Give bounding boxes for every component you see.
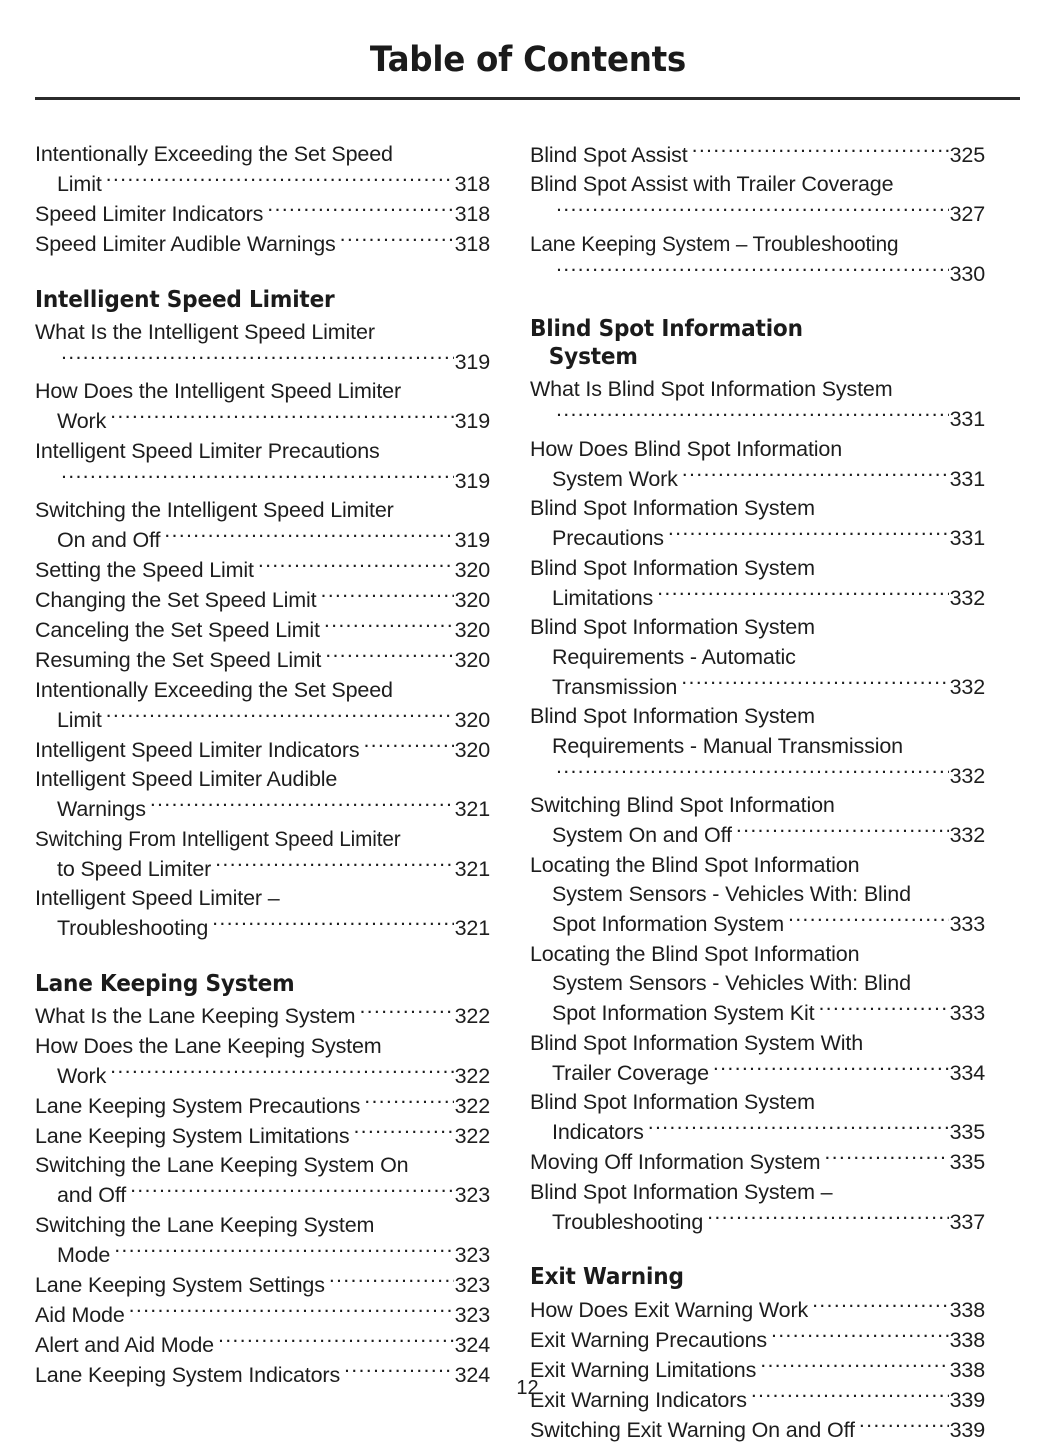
toc-entry-line xyxy=(530,140,985,170)
page-number: 12 xyxy=(516,1377,539,1399)
toc-entry-title: Transmission xyxy=(552,674,678,699)
dot-leader xyxy=(668,524,949,546)
toc-page-number: 323 xyxy=(454,1242,490,1267)
section-heading xyxy=(530,1263,958,1291)
dot-leader xyxy=(164,526,453,548)
toc-entry-line xyxy=(35,646,490,676)
toc-entry-title: What Is Blind Spot Information System xyxy=(530,377,893,401)
toc-entry-line xyxy=(35,1240,490,1270)
toc-entry-line xyxy=(35,140,490,170)
toc-entry-line xyxy=(35,1211,490,1241)
toc-entry[interactable] xyxy=(35,646,490,676)
toc-entry-title: Limit xyxy=(57,707,102,732)
toc-entry-title: Lane Keeping System Precautions xyxy=(35,1093,361,1118)
toc-entry-line xyxy=(35,496,490,526)
toc-entry-title: Locating the Blind Spot Information xyxy=(530,852,860,877)
toc-entry-title: System Sensors - Vehicles With: Blind xyxy=(552,971,911,995)
dot-leader xyxy=(692,140,949,162)
section-heading xyxy=(530,315,958,371)
toc-page-number: 320 xyxy=(454,707,490,732)
toc-entry-title: Intelligent Speed Limiter Audible xyxy=(35,767,338,791)
toc-entry-line xyxy=(35,170,490,200)
toc-page-number: 320 xyxy=(454,737,490,762)
toc-entry-line xyxy=(530,702,985,732)
toc-entry-line xyxy=(35,526,490,556)
dot-leader xyxy=(556,761,949,783)
toc-entry[interactable] xyxy=(530,1325,985,1355)
toc-entry[interactable] xyxy=(35,765,490,825)
toc-entry-line xyxy=(530,1207,985,1237)
toc-entry-line xyxy=(530,494,985,524)
dot-leader xyxy=(258,556,454,578)
dot-leader xyxy=(556,259,949,281)
toc-entry-title: Intelligent Speed Limiter Indicators xyxy=(35,737,360,762)
toc-entry-title: Requirements - Automatic xyxy=(552,644,796,669)
toc-entry-line xyxy=(530,821,985,851)
toc-page-number: 324 xyxy=(454,1332,490,1357)
toc-entry-title: Switching the Intelligent Speed Limiter xyxy=(35,498,394,522)
toc-entry-line xyxy=(35,230,490,260)
toc-page-number: 319 xyxy=(454,528,490,552)
section-heading-text: Intelligent Speed Limiter xyxy=(35,286,335,313)
toc-entry-title: How Does the Intelligent Speed Limiter xyxy=(35,379,401,403)
dot-leader xyxy=(707,1207,948,1229)
dot-leader xyxy=(682,464,949,486)
toc-entry-title: How Does Exit Warning Work xyxy=(530,1297,809,1322)
toc-entry-line xyxy=(35,1300,490,1330)
toc-entry-title: Blind Spot Information System With xyxy=(530,1030,864,1055)
toc-entry-line xyxy=(35,1151,490,1181)
toc-entry-line xyxy=(530,940,985,970)
toc-page-number: 323 xyxy=(454,1272,490,1297)
toc-page-number: 334 xyxy=(949,1060,985,1085)
toc-page-number: 338 xyxy=(949,1327,985,1352)
toc-column-right xyxy=(530,140,985,1445)
toc-entry[interactable] xyxy=(35,496,490,556)
dot-leader xyxy=(771,1325,949,1347)
toc-entry-line xyxy=(530,732,985,762)
toc-entry[interactable] xyxy=(35,230,490,260)
toc-page-number: 324 xyxy=(454,1362,490,1387)
toc-entry-line xyxy=(35,914,490,944)
toc-entry-title: Spot Information System Kit xyxy=(552,1001,815,1025)
dot-leader xyxy=(267,200,453,222)
toc-entry-line xyxy=(35,676,490,706)
toc-entry-line xyxy=(35,795,490,825)
dot-leader xyxy=(353,1121,453,1143)
toc-entry-line xyxy=(530,200,985,230)
toc-entry-title: Switching From Intelligent Speed Limiter xyxy=(35,826,401,851)
toc-page-number: 335 xyxy=(949,1150,985,1174)
toc-entry[interactable] xyxy=(530,230,985,290)
dot-leader xyxy=(61,347,454,369)
toc-page-number: 332 xyxy=(949,674,985,699)
dot-leader xyxy=(363,735,453,757)
toc-entry-line xyxy=(35,616,490,646)
toc-entry-line xyxy=(530,170,985,200)
toc-entry[interactable] xyxy=(35,616,490,646)
toc-entry[interactable] xyxy=(35,1151,490,1211)
dot-leader xyxy=(329,1270,454,1292)
dot-leader xyxy=(859,1415,949,1437)
dot-leader xyxy=(340,230,454,252)
toc-page-number: 333 xyxy=(949,912,985,936)
dot-leader xyxy=(129,1300,454,1322)
toc-entry-title: Requirements - Manual Transmission xyxy=(552,733,903,758)
toc-entry-title: What Is the Intelligent Speed Limiter xyxy=(35,319,375,344)
toc-page-number: 322 xyxy=(454,1063,490,1088)
toc-page-number: 322 xyxy=(454,1004,490,1028)
page-header xyxy=(0,0,1055,79)
toc-page-number: 320 xyxy=(454,648,490,672)
toc-entry-title: Exit Warning Precautions xyxy=(530,1327,767,1352)
toc-entry-title: Intentionally Exceeding the Set Speed xyxy=(35,142,393,166)
toc-entry-line xyxy=(530,910,985,940)
toc-page-number: 330 xyxy=(949,261,985,286)
toc-entry-line xyxy=(530,375,985,405)
toc-entry-line xyxy=(530,1295,985,1325)
toc-entry-line xyxy=(35,1091,490,1121)
toc-entry-line xyxy=(530,1088,985,1118)
toc-entry-line xyxy=(35,200,490,230)
toc-entry-title: Lane Keeping System – Troubleshooting xyxy=(530,231,899,256)
toc-entry[interactable] xyxy=(530,940,985,1029)
toc-entry-line xyxy=(530,672,985,702)
dot-leader xyxy=(325,646,453,668)
toc-columns xyxy=(0,140,1055,1445)
page-title: Table of Contents xyxy=(369,40,686,80)
toc-entry-title: Resuming the Set Speed Limit xyxy=(35,648,322,672)
toc-entry[interactable] xyxy=(35,1032,490,1092)
toc-entry[interactable] xyxy=(530,851,985,940)
toc-entry-title: Mode xyxy=(57,1242,111,1267)
toc-entry-line xyxy=(35,377,490,407)
toc-entry[interactable] xyxy=(35,377,490,437)
section-heading-wrap: System xyxy=(548,344,638,370)
section-heading-text: Blind Spot Information xyxy=(530,316,803,342)
toc-entry-title: On and Off xyxy=(57,528,161,552)
toc-entry-line xyxy=(35,1181,490,1211)
toc-entry-line xyxy=(530,1029,985,1059)
dot-leader xyxy=(736,821,949,843)
dot-leader xyxy=(320,586,453,608)
toc-entry-title: Exit Warning Indicators xyxy=(530,1387,747,1412)
toc-entry-title: How Does Blind Spot Information xyxy=(530,436,843,461)
toc-page-number: 321 xyxy=(454,797,490,821)
toc-entry-title: Exit Warning Limitations xyxy=(530,1357,757,1382)
toc-entry[interactable] xyxy=(35,1300,490,1330)
toc-entry-title: System On and Off xyxy=(552,823,732,847)
toc-page-number: 320 xyxy=(454,588,490,612)
toc-page-number: 331 xyxy=(949,526,985,550)
toc-entry[interactable] xyxy=(530,1295,985,1325)
toc-entry[interactable] xyxy=(530,494,985,554)
toc-page-number: 331 xyxy=(949,407,985,431)
toc-entry[interactable] xyxy=(530,702,985,791)
toc-page-number: 323 xyxy=(454,1183,490,1207)
toc-entry-title: Blind Spot Information System – xyxy=(530,1179,833,1204)
toc-entry-title: Blind Spot Information System xyxy=(530,555,815,580)
toc-entry-line xyxy=(35,1330,490,1360)
toc-page-number: 331 xyxy=(949,466,985,491)
toc-page-number: 333 xyxy=(949,1001,985,1025)
toc-entry[interactable] xyxy=(530,1178,985,1238)
toc-entry-line xyxy=(530,851,985,881)
toc-page-number: 320 xyxy=(454,558,490,582)
header-divider xyxy=(35,97,1020,100)
toc-entry-title: How Does the Lane Keeping System xyxy=(35,1033,382,1058)
toc-entry[interactable] xyxy=(530,170,985,230)
toc-entry-title: Lane Keeping System Indicators xyxy=(35,1362,341,1387)
toc-entry-line xyxy=(530,583,985,613)
toc-entry-line xyxy=(530,761,985,791)
toc-entry-line xyxy=(530,435,985,465)
toc-entry[interactable] xyxy=(35,884,490,944)
toc-entry-line xyxy=(35,466,490,496)
toc-entry-title: Blind Spot Information System xyxy=(530,615,815,639)
dot-leader xyxy=(359,1002,453,1024)
toc-entry[interactable] xyxy=(530,1029,985,1089)
toc-entry-title: Blind Spot Information System xyxy=(530,496,815,520)
dot-leader xyxy=(150,795,454,817)
toc-entry-line xyxy=(530,880,985,910)
toc-page-number: 322 xyxy=(454,1093,490,1118)
section-heading-text: Lane Keeping System xyxy=(35,970,295,997)
toc-entry-line xyxy=(530,554,985,584)
toc-entry-line xyxy=(35,1270,490,1300)
toc-page-number: 323 xyxy=(454,1302,490,1327)
toc-entry[interactable] xyxy=(35,1121,490,1151)
toc-entry-title: Precautions xyxy=(552,526,664,550)
toc-entry-title: Alert and Aid Mode xyxy=(35,1332,214,1357)
toc-page-number: 318 xyxy=(454,172,490,196)
toc-entry-title: Limit xyxy=(57,172,102,196)
toc-page-number: 332 xyxy=(949,763,985,788)
toc-entry-title: Blind Spot Assist with Trailer Coverage xyxy=(530,172,894,196)
toc-entry[interactable] xyxy=(35,1002,490,1032)
toc-entry-line xyxy=(35,1032,490,1062)
toc-column-left xyxy=(35,140,490,1445)
toc-page-number: 319 xyxy=(454,409,490,433)
toc-entry-line xyxy=(530,464,985,494)
toc-entry-line xyxy=(35,586,490,616)
toc-entry-title: Indicators xyxy=(552,1120,644,1144)
toc-entry-line xyxy=(530,1058,985,1088)
toc-entry-title: Troubleshooting xyxy=(57,916,209,940)
dot-leader xyxy=(713,1058,949,1080)
toc-page-number: 325 xyxy=(949,142,985,167)
toc-entry-line xyxy=(530,1148,985,1178)
toc-entry-title: System Sensors - Vehicles With: Blind xyxy=(552,882,911,906)
dot-leader xyxy=(212,914,453,936)
toc-entry[interactable] xyxy=(35,586,490,616)
toc-entry-title: Lane Keeping System Limitations xyxy=(35,1123,350,1148)
toc-entry-line xyxy=(530,613,985,643)
toc-page-number: 318 xyxy=(454,232,490,256)
toc-entry[interactable] xyxy=(35,556,490,586)
toc-entry-title: Lane Keeping System Settings xyxy=(35,1272,325,1297)
section-heading xyxy=(35,286,463,314)
toc-entry-title: Switching Blind Spot Information xyxy=(530,793,835,817)
toc-entry-title: Trailer Coverage xyxy=(552,1060,709,1085)
toc-entry-line xyxy=(35,1061,490,1091)
dot-leader xyxy=(106,705,454,727)
toc-entry-line xyxy=(35,437,490,467)
dot-leader xyxy=(114,1240,453,1262)
dot-leader xyxy=(110,407,453,429)
toc-entry-line xyxy=(35,347,490,377)
dot-leader xyxy=(218,1330,454,1352)
toc-entry-title: Speed Limiter Indicators xyxy=(35,202,264,226)
toc-entry[interactable] xyxy=(35,825,490,885)
toc-entry-line xyxy=(530,969,985,999)
toc-entry-title: Switching the Lane Keeping System xyxy=(35,1212,375,1237)
toc-entry[interactable] xyxy=(35,318,490,378)
toc-entry[interactable] xyxy=(530,1088,985,1148)
dot-leader xyxy=(824,1148,948,1170)
toc-entry[interactable] xyxy=(35,735,490,765)
toc-entry[interactable] xyxy=(35,1091,490,1121)
toc-entry[interactable] xyxy=(35,437,490,497)
dot-leader xyxy=(812,1295,949,1317)
toc-entry-line xyxy=(530,643,985,673)
toc-entry[interactable] xyxy=(530,435,985,495)
dot-leader xyxy=(818,999,948,1021)
toc-page-number: 339 xyxy=(949,1387,985,1412)
dot-leader xyxy=(760,1355,948,1377)
dot-leader xyxy=(657,583,948,605)
toc-entry-line xyxy=(35,1121,490,1151)
toc-entry[interactable] xyxy=(35,1211,490,1271)
toc-entry-title: Speed Limiter Audible Warnings xyxy=(35,232,336,256)
dot-leader xyxy=(556,405,949,427)
toc-entry-line xyxy=(530,230,969,260)
toc-entry[interactable] xyxy=(35,200,490,230)
toc-entry-title: Locating the Blind Spot Information xyxy=(530,941,860,966)
toc-page-number: 318 xyxy=(454,202,490,226)
dot-leader xyxy=(681,672,948,694)
dot-leader xyxy=(556,200,949,222)
toc-page-number: 327 xyxy=(949,202,985,226)
toc-entry[interactable] xyxy=(530,554,985,614)
toc-page-number: 321 xyxy=(454,916,490,940)
toc-entry-line xyxy=(35,735,490,765)
dot-leader xyxy=(110,1061,453,1083)
toc-entry-title: Blind Spot Information System xyxy=(530,704,815,728)
toc-entry-title: Warnings xyxy=(57,797,146,821)
toc-entry-line xyxy=(35,318,490,348)
toc-entry[interactable] xyxy=(35,1270,490,1300)
toc-entry-title: Spot Information System xyxy=(552,912,784,936)
toc-entry-line xyxy=(35,765,490,795)
dot-leader xyxy=(106,170,454,192)
dot-leader xyxy=(364,1091,453,1113)
toc-entry-title: Intentionally Exceeding the Set Speed xyxy=(35,677,393,702)
toc-entry-title: What Is the Lane Keeping System xyxy=(35,1004,356,1028)
toc-entry-title: Changing the Set Speed Limit xyxy=(35,588,317,612)
toc-entry-line xyxy=(530,1325,985,1355)
toc-page-number: 332 xyxy=(949,823,985,847)
toc-entry-line xyxy=(35,407,490,437)
toc-entry-title: System Work xyxy=(552,466,678,491)
toc-entry-line xyxy=(530,1178,985,1208)
toc-entry-line xyxy=(35,556,490,586)
toc-entry[interactable] xyxy=(35,1330,490,1360)
toc-page-number: 322 xyxy=(454,1123,490,1148)
toc-entry[interactable] xyxy=(35,140,490,200)
toc-page-number: 337 xyxy=(949,1209,985,1234)
toc-page-number: 319 xyxy=(454,349,490,374)
toc-entry-line xyxy=(530,791,985,821)
toc-entry-title: Limitations xyxy=(552,585,654,610)
toc-entry[interactable] xyxy=(530,613,985,702)
dot-leader xyxy=(215,854,453,876)
toc-entry-line xyxy=(530,524,985,554)
dot-leader xyxy=(788,910,949,932)
toc-entry-title: Aid Mode xyxy=(35,1302,125,1327)
dot-leader xyxy=(324,616,454,638)
toc-entry-line xyxy=(35,854,490,884)
toc-entry[interactable] xyxy=(530,140,985,170)
toc-entry-title: Switching Exit Warning On and Off xyxy=(530,1417,855,1442)
toc-page-number: 338 xyxy=(949,1297,985,1322)
toc-entry-title: Moving Off Information System xyxy=(530,1150,821,1174)
toc-entry-title: Troubleshooting xyxy=(552,1209,704,1234)
toc-entry-title: Switching the Lane Keeping System On xyxy=(35,1153,409,1177)
toc-entry-title: Setting the Speed Limit xyxy=(35,558,254,582)
section-heading xyxy=(35,970,463,998)
toc-entry-line xyxy=(530,999,985,1029)
toc-page-number: 338 xyxy=(949,1357,985,1382)
dot-leader xyxy=(130,1181,454,1203)
toc-page-number: 321 xyxy=(454,856,490,881)
toc-entry-title: to Speed Limiter xyxy=(57,856,212,881)
toc-page-number: 335 xyxy=(949,1120,985,1144)
section-heading-text: Exit Warning xyxy=(530,1264,684,1290)
toc-entry[interactable] xyxy=(530,791,985,851)
toc-entry-title: Work xyxy=(57,409,107,433)
dot-leader xyxy=(61,466,454,488)
toc-page-number: 320 xyxy=(454,618,490,642)
toc-entry-title: Canceling the Set Speed Limit xyxy=(35,618,320,642)
toc-entry[interactable] xyxy=(530,375,985,435)
toc-entry[interactable] xyxy=(530,1148,985,1178)
toc-page-number: 339 xyxy=(949,1417,985,1442)
toc-entry-line xyxy=(35,705,490,735)
toc-entry-line xyxy=(530,1118,985,1148)
toc-entry-title: Intelligent Speed Limiter – xyxy=(35,886,280,910)
toc-entry-title: Blind Spot Information System xyxy=(530,1090,815,1114)
toc-page-number: 319 xyxy=(454,468,490,493)
dot-leader xyxy=(648,1118,949,1140)
toc-entry-line xyxy=(530,1415,985,1445)
toc-entry[interactable] xyxy=(530,1415,985,1445)
toc-entry-title: Intelligent Speed Limiter Precautions xyxy=(35,438,380,463)
toc-entry-line xyxy=(530,259,985,289)
toc-entry-line xyxy=(35,825,474,855)
toc-entry-line xyxy=(35,884,490,914)
toc-entry[interactable] xyxy=(35,676,490,736)
toc-page-number: 332 xyxy=(949,585,985,610)
toc-entry-title: and Off xyxy=(57,1183,127,1207)
toc-entry-line xyxy=(530,405,985,435)
toc-entry-title: Blind Spot Assist xyxy=(530,142,688,167)
toc-entry-title: Work xyxy=(57,1063,107,1088)
toc-entry-line xyxy=(35,1002,490,1032)
